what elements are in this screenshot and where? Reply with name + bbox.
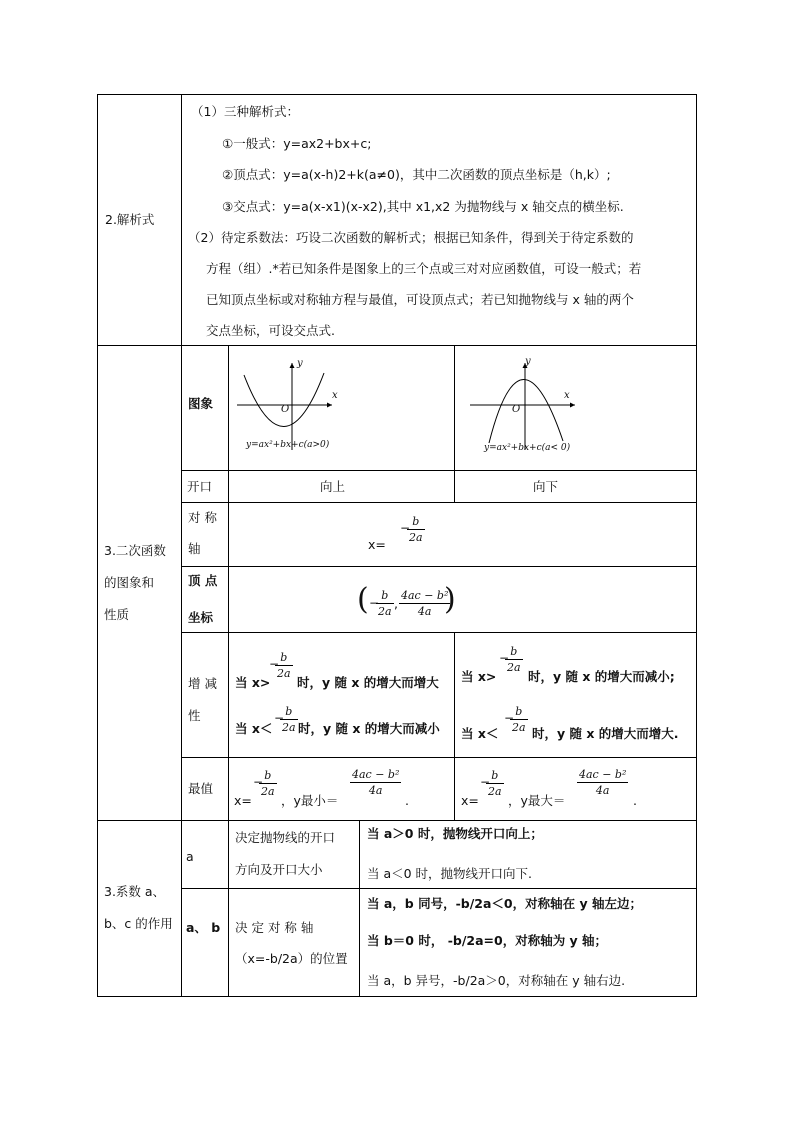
numerator: b — [264, 769, 272, 782]
x-axis-label: x — [332, 390, 338, 401]
numerator: b — [412, 515, 420, 528]
left-increase: 时，y 随 x 的增大而增大 — [297, 675, 439, 690]
row-label-analytic: 2.解析式 — [105, 212, 155, 227]
graph-label: 图象 — [188, 396, 214, 411]
coef-ab-rule: 当 a，b 异号，-b/2a＞0，对称轴在 y 轴右边. — [367, 973, 626, 988]
vertex-label: 坐标 — [188, 610, 214, 625]
row-label-properties: 性质 — [104, 607, 130, 622]
when-lt: 当 x＜ — [235, 721, 273, 736]
minus-sign: − — [269, 657, 280, 671]
text-line: 方程（组）.*若已知条件是图象上的三个点或三对对应函数值，可设一般式；若 — [206, 261, 642, 276]
coef-ab-desc: 决 定 对 称 轴 — [235, 920, 314, 935]
denominator: 4a — [417, 605, 432, 618]
parabola-down-graph — [465, 355, 580, 455]
when-gt: 当 x> — [235, 675, 271, 690]
fraction-b-2a — [486, 769, 504, 798]
coef-a-label: a — [186, 849, 194, 864]
coef-a-desc: 方向及开口大小 — [235, 862, 323, 877]
fraction-vertex-y — [350, 768, 401, 797]
axis-label: 对 称 — [188, 510, 217, 525]
minus-sign: − — [480, 775, 491, 789]
text-line: ②顶点式：y=a(x-h)2+k(a≠0)，其中二次函数的顶点坐标是（h,k）; — [222, 167, 611, 182]
period: . — [633, 793, 637, 808]
period: . — [405, 793, 409, 808]
y-axis-label: y — [525, 356, 531, 367]
graph-caption: y=ax²+bx+c(a>0) — [246, 440, 330, 450]
row-label-properties: 3.二次函数 — [104, 543, 166, 558]
axis-eq: x= — [368, 537, 386, 552]
text-line: （1）三种解析式： — [191, 104, 299, 119]
coef-ab-rule: 当 b＝0 时， -b/2a=0，对称轴为 y 轴； — [367, 933, 608, 948]
numerator: b — [491, 769, 499, 782]
denominator: 2a — [277, 667, 291, 680]
ext-x: x= — [234, 793, 252, 808]
open-label: 开口 — [187, 479, 213, 494]
minus-sign: − — [274, 711, 285, 725]
fraction-b-2a — [280, 705, 298, 734]
axis-label: 轴 — [188, 541, 201, 556]
when-lt: 当 x＜ — [461, 726, 499, 741]
denominator: 2a — [409, 531, 423, 544]
text-line: 交点坐标，可设交点式. — [206, 323, 335, 338]
origin-label: O — [512, 404, 521, 415]
fraction-vertex-y — [577, 768, 628, 797]
denominator: 2a — [378, 605, 392, 618]
denominator: 4a — [595, 784, 610, 797]
numerator: b — [381, 589, 389, 602]
denominator: 2a — [488, 785, 502, 798]
mono-label: 增 减 — [188, 676, 217, 691]
denominator: 2a — [512, 721, 526, 734]
vertex-label: 顶 点 — [188, 573, 218, 588]
coef-a-rule: 当 a＞0 时，抛物线开口向上； — [367, 826, 543, 841]
fraction-b-2a — [259, 769, 277, 798]
denominator: 4a — [368, 784, 383, 797]
coef-ab-rule: 当 a，b 同号，-b/2a＜0，对称轴在 y 轴左边； — [367, 896, 642, 911]
right-paren: ) — [444, 582, 456, 617]
left-decrease: 时，y 随 x 的增大而减小 — [298, 721, 440, 736]
comma: , — [394, 596, 398, 611]
coef-a-desc: 决定抛物线的开口 — [235, 830, 336, 845]
graph-caption: y=ax²+bx+c(a< 0) — [484, 443, 571, 453]
coef-ab-label: a、 b — [186, 920, 221, 935]
numerator: b — [285, 705, 293, 718]
numerator: b — [515, 705, 523, 718]
numerator: 4ac − b² — [579, 768, 627, 781]
fraction-b-2a — [510, 705, 528, 734]
denominator: 2a — [261, 785, 275, 798]
origin-label: O — [281, 404, 290, 415]
ext-max: ，y最大＝ — [508, 793, 566, 808]
extreme-label: 最值 — [188, 781, 214, 796]
text-line: （2）待定系数法：巧设二次函数的解析式；根据已知条件，得到关于待定系数的 — [188, 230, 634, 245]
minus-sign: − — [369, 596, 380, 610]
open-down: 向下 — [533, 479, 559, 494]
numerator: b — [280, 651, 288, 664]
row-label-coefficients: b、c 的作用 — [104, 916, 173, 931]
fraction-b-2a — [505, 645, 523, 674]
fraction-vertex-y — [399, 589, 450, 618]
fraction-b-2a — [376, 589, 394, 618]
numerator: 4ac − b² — [401, 589, 449, 602]
text-line: ③交点式：y=a(x-x1)(x-x2),其中 x1,x2 为抛物线与 x 轴交点的横坐标. — [222, 199, 624, 214]
open-up: 向上 — [320, 479, 346, 494]
right-decrease: 时，y 随 x 的增大而减小; — [528, 669, 675, 684]
when-gt: 当 x> — [461, 669, 497, 684]
text-line: ①一般式：y=ax2+bx+c; — [222, 136, 372, 151]
right-increase: 时，y 随 x 的增大而增大. — [532, 726, 679, 741]
minus-sign: − — [504, 711, 515, 725]
mono-label: 性 — [188, 708, 201, 723]
minus-sign: − — [499, 651, 510, 665]
text-line: 已知顶点坐标或对称轴方程与最值，可设顶点式；若已知抛物线与 x 轴的两个 — [206, 292, 634, 307]
ext-min: ，y最小＝ — [281, 793, 339, 808]
denominator: 2a — [282, 721, 296, 734]
denominator: 2a — [507, 661, 521, 674]
minus-sign: − — [253, 775, 264, 789]
x-axis-label: x — [564, 390, 570, 401]
y-axis-label: y — [297, 358, 303, 369]
coef-a-rule: 当 a＜0 时，抛物线开口向下. — [367, 866, 533, 881]
row-label-properties: 的图象和 — [104, 575, 155, 590]
row-label-coefficients: 3.系数 a、 — [104, 884, 166, 899]
numerator: b — [510, 645, 518, 658]
fraction-b-2a — [275, 651, 293, 680]
ext-x: x= — [461, 793, 479, 808]
left-paren: ( — [357, 582, 369, 617]
fraction-b-2a — [407, 515, 425, 544]
coef-ab-desc: （x=-b/2a）的位置 — [235, 951, 348, 966]
numerator: 4ac − b² — [352, 768, 400, 781]
minus-sign: − — [400, 521, 411, 535]
